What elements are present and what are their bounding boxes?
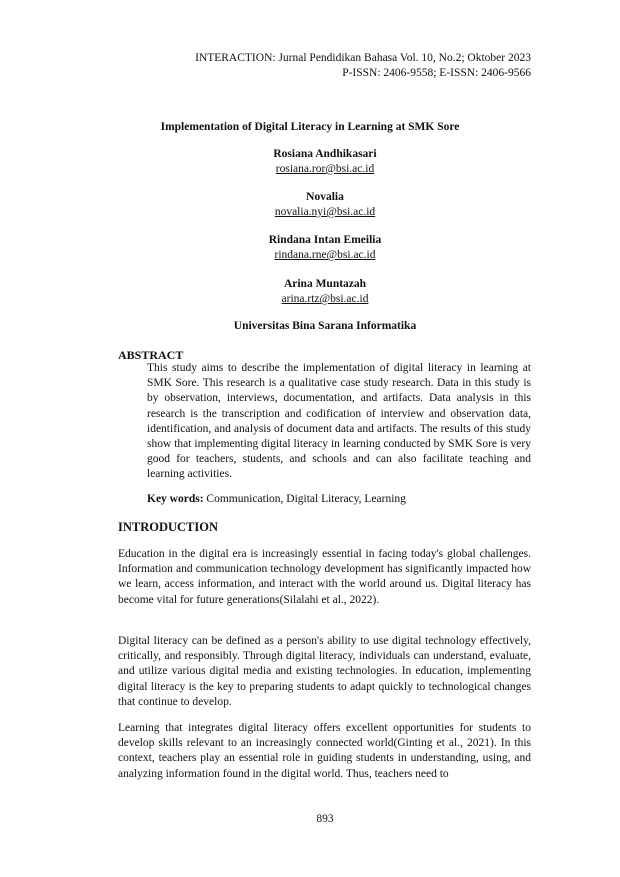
author-block	[0, 233, 620, 263]
abstract-heading: ABSTRACT	[118, 348, 184, 362]
author-name: Rosiana Andhikasari	[273, 148, 377, 160]
body-paragraph: Learning that integrates digital literacy offers excellent opportunities for students to develop skills relevant to an increasingly connected world(Ginting et al., 2021). In this context, teachers play an essential role in guiding students in understanding, using, and analyzing information found in the digital world. Thus, teachers need to	[118, 722, 531, 780]
body-paragraph: Education in the digital era is increasingly essential in facing today's global challenges. Information and communication technology development has significantly impacted how we learn, access information, and interact with the world around us. Digital literacy has become vital for future generations(Silalahi et al., 2022).	[118, 548, 531, 606]
introduction-heading: INTRODUCTION	[118, 520, 219, 534]
journal-citation: INTERACTION: Jurnal Pendidikan Bahasa Vol. 10, No.2; Oktober 2023	[195, 52, 531, 64]
author-email[interactable]: rindana.rne@bsi.ac.id	[274, 249, 376, 261]
journal-issn: P-ISSN: 2406-9558; E-ISSN: 2406-9566	[342, 67, 531, 79]
author-email[interactable]: rosiana.ror@bsi.ac.id	[275, 163, 375, 175]
author-email[interactable]: arina.rtz@bsi.ac.id	[281, 293, 369, 305]
paper-title: Implementation of Digital Literacy in Learning at SMK Sore	[160, 121, 460, 133]
author-block	[0, 147, 620, 177]
abstract-text: This study aims to describe the implementation of digital literacy in learning at SMK Sore. This research is a qualitative case study research. Data in this study is by observation, interviews, documentation, and artifacts. Data analysis in this research is the transcription and codification of interview and observation data, identification, and analysis of document data and artifacts. The results of this study show that implementing digital literacy in learning conducted by SMK Sore is very good for teachers, students, and schools and can also facilitate teaching and learning activities.	[147, 362, 531, 481]
keywords-line	[147, 493, 406, 505]
author-name: Novalia	[306, 191, 344, 203]
keywords-label: Key words:	[147, 493, 204, 505]
page-number: 893	[316, 813, 334, 825]
keywords-list: Communication, Digital Literacy, Learning	[203, 493, 406, 505]
affiliation: Universitas Bina Sarana Informatika	[233, 320, 417, 332]
author-block	[0, 277, 620, 307]
author-name: Arina Muntazah	[283, 278, 367, 290]
author-email[interactable]: novalia.nyi@bsi.ac.id	[274, 206, 376, 218]
author-block	[0, 190, 620, 220]
body-paragraph: Digital literacy can be defined as a person's ability to use digital technology effectively, critically, and responsibly. Through digital literacy, individuals can understand, evaluate, and utilize various digital media and existing technologies. In education, implementing digital literacy is the key to preparing students to adapt quickly to technological changes that continue to develop.	[118, 635, 531, 708]
author-name: Rindana Intan Emeilia	[268, 234, 382, 246]
journal-header	[195, 51, 531, 81]
